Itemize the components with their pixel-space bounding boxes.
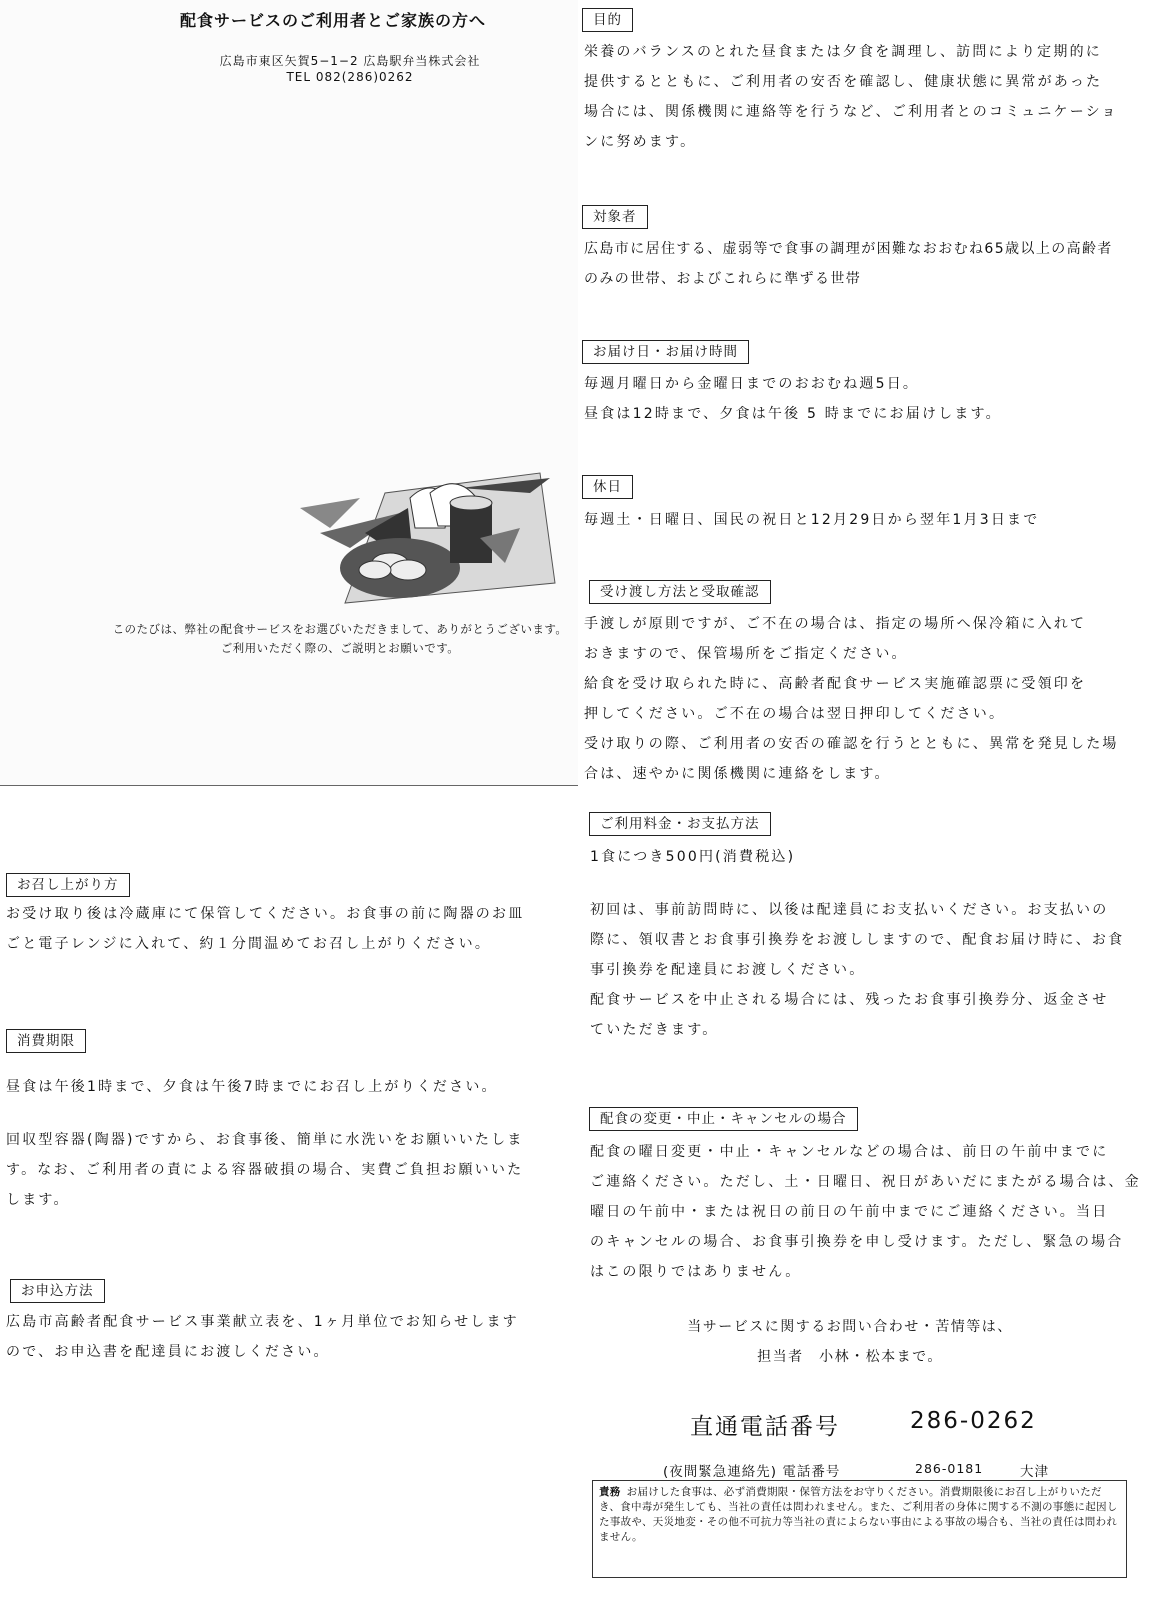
uketori-text xyxy=(584,609,1149,789)
contact-person: 担当者 小林・松本まで。 xyxy=(757,1349,943,1365)
text-line: す。なお、ご利用者の責による容器破損の場合、実費ご負担お願いいた xyxy=(6,1162,524,1178)
text-line: 手渡しが原則ですが、ご不在の場合は、指定の場所へ保冷箱に入れて xyxy=(584,616,1087,632)
text-line: します。 xyxy=(6,1192,70,1208)
company-tel: TEL 082(286)0262 xyxy=(286,70,414,84)
page-title: 配食サービスのご利用者とご家族の方へ xyxy=(180,11,487,30)
label-ryokin: ご利用料金・お支払方法 xyxy=(589,812,771,836)
label-meshiagari: お召し上がり方 xyxy=(6,873,130,897)
text-line: 受け取りの際、ご利用者の安否の確認を行うとともに、異常を発見した場 xyxy=(584,736,1119,752)
label-kyujitsu: 休日 xyxy=(582,475,633,499)
text-line: 曜日の午前中・または祝日の前日の午前中までにご連絡ください。当日 xyxy=(590,1204,1109,1220)
text-line: ご連絡ください。ただし、土・日曜日、祝日があいだにまたがる場合は、金 xyxy=(590,1174,1141,1190)
label-taishosha: 対象者 xyxy=(582,205,648,229)
taishosha-text xyxy=(584,234,1154,294)
text-line: ていただきます。 xyxy=(590,1022,719,1038)
caption-line-2: ご利用いただく際の、ご説明とお願いです。 xyxy=(220,641,460,655)
text-line: 合は、速やかに関係機関に連絡をします。 xyxy=(584,766,891,782)
otodoke-text xyxy=(584,369,1144,429)
direct-phone-number: 286-0262 xyxy=(910,1408,1037,1434)
text-line: ごと電子レンジに入れて、約１分間温めてお召し上がりください。 xyxy=(6,936,492,952)
label-otodoke: お届け日・お届け時間 xyxy=(582,340,749,364)
text-line: はこの限りではありません。 xyxy=(590,1264,802,1280)
cut-line xyxy=(0,785,578,786)
night-phone-number: 286-0181 xyxy=(915,1461,984,1476)
mokuteki-text xyxy=(584,37,1144,157)
text-line: 配食サービスを中止される場合には、残ったお食事引換券分、返金させ xyxy=(590,992,1109,1008)
direct-phone-label: 直通電話番号 xyxy=(690,1414,840,1440)
text-line: 毎週土・日曜日、国民の祝日と12月29日から翌年1月3日まで xyxy=(584,512,1040,528)
text-line: 回収型容器(陶器)ですから、お食事後、簡単に水洗いをお願いいたしま xyxy=(6,1132,524,1148)
label-henko: 配食の変更・中止・キャンセルの場合 xyxy=(589,1107,858,1131)
text-line: 場合には、関係機関に連絡等を行うなど、ご利用者とのコミュニケーショ xyxy=(584,104,1118,120)
company-address: 広島市東区矢賀5−1−2 広島駅弁当株式会社 xyxy=(219,54,481,68)
text-line: 際に、領収書とお食事引換券をお渡ししますので、配食お届け時に、お食 xyxy=(590,932,1125,948)
text-line: 栄養のバランスのとれた昼食または夕食を調理し、訪問により定期的に xyxy=(584,44,1102,60)
label-uketori: 受け渡し方法と受取確認 xyxy=(589,580,771,604)
text-line: 配食の曜日変更・中止・キャンセルなどの場合は、前日の午前中までに xyxy=(590,1144,1109,1160)
price-text: 1食につき500円(消費税込) xyxy=(590,849,796,865)
disclaimer-label: 責務 xyxy=(599,1486,621,1498)
text-line: 広島市に居住する、虚弱等で食事の調理が困難なおおむね65歳以上の高齢者 xyxy=(584,241,1113,257)
text-line: 押してください。ご不在の場合は翌日押印してください。 xyxy=(584,706,1006,722)
shohi-text xyxy=(6,1125,566,1215)
disclaimer-text: お届けした食事は、必ず消費期限・保管方法をお守りください。消費期限後にお召し上がりいただき、食中毒が発生しても、当社の責任は問われません。また、ご利用者の身体に関する不測の事態に起因した事故や、天災地変・その他不可抗力等当社の責によらない事由による事故の場合も、当社の責任は問われません。 xyxy=(599,1486,1118,1543)
text-line: のみの世帯、およびこれらに準ずる世帯 xyxy=(584,271,862,287)
text-line: 提供するとともに、ご利用者の安否を確認し、健康状態に異常があった xyxy=(584,74,1103,90)
cutout-sheet xyxy=(0,0,578,785)
contact-inquiry: 当サービスに関するお問い合わせ・苦情等は、 xyxy=(687,1319,1013,1335)
text-line: ンに努めます。 xyxy=(584,134,697,150)
label-moushikomi: お申込方法 xyxy=(10,1279,105,1303)
henko-text xyxy=(590,1137,1155,1287)
night-phone-name: 大津 xyxy=(1020,1464,1049,1480)
bento-illustration xyxy=(290,468,560,618)
text-line: 昼食は午後1時まで、夕食は午後7時までにお召し上がりください。 xyxy=(6,1079,498,1095)
text-line: 広島市高齢者配食サービス事業献立表を、1ヶ月単位でお知らせします xyxy=(6,1314,519,1330)
shohi-line1 xyxy=(6,1072,566,1102)
caption-line-1: このたびは、弊社の配食サービスをお選びいただきまして、ありがとうございます。 xyxy=(112,622,568,636)
kyujitsu-text xyxy=(584,505,1144,535)
moushikomi-text xyxy=(6,1307,566,1367)
text-line: おきますので、保管場所をご指定ください。 xyxy=(584,646,908,662)
text-line: 昼食は12時まで、夕食は午後 5 時までにお届けします。 xyxy=(584,406,1002,422)
disclaimer-box xyxy=(592,1480,1127,1578)
text-line: 初回は、事前訪問時に、以後は配達員にお支払いください。お支払いの xyxy=(590,902,1109,918)
meshiagari-text xyxy=(6,899,566,959)
night-phone-label: (夜間緊急連絡先) 電話番号 xyxy=(663,1464,841,1480)
ryokin-text xyxy=(590,895,1150,1045)
label-shohi: 消費期限 xyxy=(6,1029,86,1053)
text-line: お受け取り後は冷蔵庫にて保管してください。お食事の前に陶器のお皿 xyxy=(6,906,525,922)
text-line: のキャンセルの場合、お食事引換券を申し受けます。ただし、緊急の場合 xyxy=(590,1234,1124,1250)
text-line: 事引換券を配達員にお渡しください。 xyxy=(590,962,866,978)
label-mokuteki: 目的 xyxy=(582,8,633,32)
ryokin-price xyxy=(590,842,1150,872)
text-line: 毎週月曜日から金曜日までのおおむね週5日。 xyxy=(584,376,920,392)
text-line: ので、お申込書を配達員にお渡しください。 xyxy=(6,1344,330,1360)
text-line: 給食を受け取られた時に、高齢者配食サービス実施確認票に受領印を xyxy=(584,676,1087,692)
